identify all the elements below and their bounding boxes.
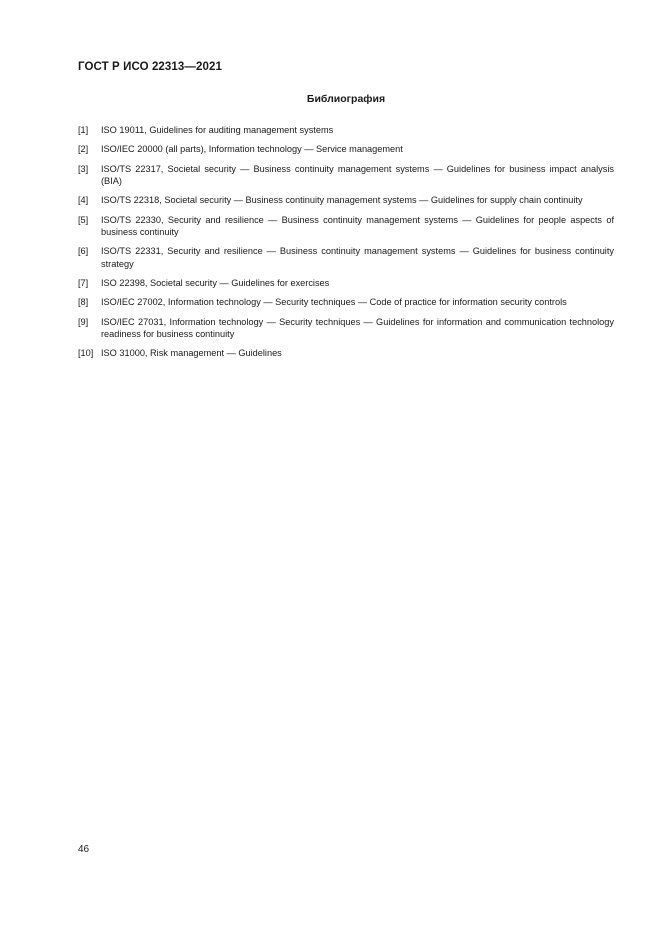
entry-number: [2]	[78, 144, 89, 155]
page-number: 46	[78, 844, 90, 855]
bibliography-entry	[78, 277, 614, 289]
bibliography-entry	[78, 245, 614, 269]
bibliography-entry	[78, 143, 614, 155]
entry-text: ISO/TS 22318, Societal security — Business continuity management systems — Guidelines for supply chain continuity	[101, 195, 583, 206]
entry-number: [6]	[78, 246, 89, 257]
bibliography-entry	[78, 316, 614, 340]
entry-text: ISO 31000, Risk management — Guidelines	[101, 348, 282, 359]
bibliography-entry	[78, 347, 614, 359]
entry-number: [10]	[78, 348, 94, 359]
entry-text: ISO/IEC 27002, Information technology — Security techniques — Code of practice for information security controls	[101, 297, 567, 308]
entry-text: ISO/TS 22330, Security and resilience — Business continuity management systems — Guidelines for people aspects of business continuity	[101, 214, 614, 237]
bibliography-entry	[78, 214, 614, 238]
bibliography-title: Библиография	[306, 93, 386, 105]
bibliography-list	[78, 124, 614, 367]
entry-number: [9]	[78, 316, 89, 327]
entry-text: ISO/TS 22331, Security and resilience — Business continuity management systems — Guidelines for business continuity strategy	[101, 246, 614, 269]
entry-number: [7]	[78, 277, 89, 288]
entry-text: ISO 22398, Societal security — Guidelines for exercises	[101, 277, 330, 288]
entry-text: ISO/IEC 20000 (all parts), Information technology — Service management	[101, 144, 403, 155]
bibliography-entry	[78, 163, 614, 187]
entry-number: [3]	[78, 163, 89, 174]
entry-number: [1]	[78, 125, 89, 135]
document-id-header: ГОСТ Р ИСО 22313—2021	[78, 61, 223, 73]
entry-number: [4]	[78, 195, 89, 206]
bibliography-entry	[78, 296, 614, 308]
entry-text: ISO/TS 22317, Societal security — Business continuity management systems — Guidelines for business impact analysis (BIA)	[101, 163, 614, 186]
bibliography-entry	[78, 124, 614, 136]
entry-text: ISO 19011, Guidelines for auditing management systems	[101, 125, 334, 135]
entry-number: [5]	[78, 214, 89, 225]
entry-text: ISO/IEC 27031, Information technology — Security techniques — Guidelines for information and communication technology readiness for business continuity	[101, 316, 614, 339]
bibliography-entry	[78, 194, 614, 206]
entry-number: [8]	[78, 297, 89, 308]
